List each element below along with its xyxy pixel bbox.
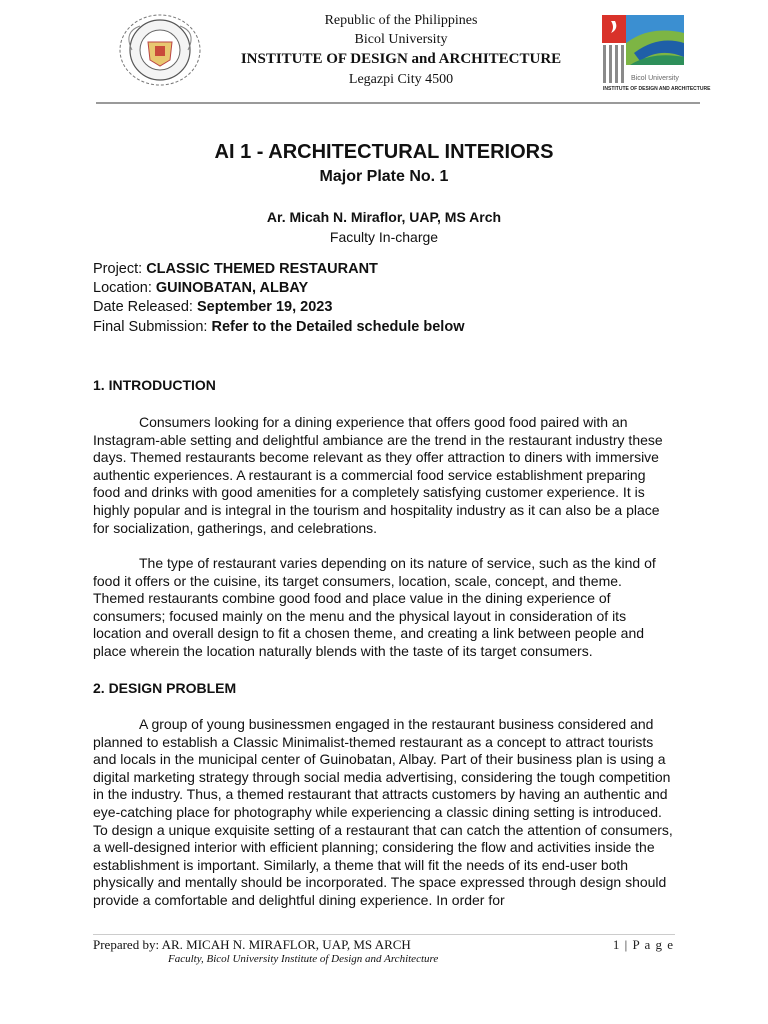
introduction-heading: 1. INTRODUCTION (93, 377, 216, 393)
course-title: AI 1 - ARCHITECTURAL INTERIORS (214, 141, 554, 163)
header-republic: Republic of the Philippines (324, 13, 478, 28)
project-value: CLASSIC THEMED RESTAURANT (146, 261, 378, 277)
project-label: Project: (93, 261, 147, 277)
design-problem-paragraph (93, 716, 673, 910)
introduction-text-2: The type of restaurant varies depending on its nature of service, such as the kind of food it offers or the cuisine, its target consumers, location, scale, concept, and theme. Themed restaurants combine good food and place value in the dining experience of consumers; focused mainly on the menu and the physical layout in consideration of its location and overall design to fit a chosen theme, and creating a link between people and place wherein the location naturally blends with the taste of its target consumers. (93, 555, 656, 659)
location-label: Location: (93, 280, 156, 296)
footer-divider (93, 934, 675, 935)
faculty-name: Ar. Micah N. Miraflor, UAP, MS Arch (266, 209, 502, 225)
faculty-role: Faculty In-charge (329, 229, 439, 245)
logo-caption-university: Bicol University (631, 75, 679, 82)
design-problem-heading: 2. DESIGN PROBLEM (93, 680, 237, 696)
page-number: 1 | P a g e (612, 937, 674, 952)
project-line (93, 261, 378, 277)
introduction-paragraph-1 (93, 414, 673, 537)
plate-title: Major Plate No. 1 (319, 168, 449, 185)
location-value: GUINOBATAN, ALBAY (155, 280, 309, 296)
header-university: Bicol University (354, 32, 448, 47)
header-city: Legazpi City 4500 (348, 72, 454, 87)
date-released-line (93, 299, 332, 315)
introduction-text-1: Consumers looking for a dining experience that offers good food paired with an Instagram-able setting and delightful ambiance are the trend in the restaurant industry these days. Themed restaurants become relevant as they offer attraction to diners with immersive authentic experiences. A restaurant is a commercial food service establishment preparing food and drinks with good amenities for a completely satisfying customer experience. It is highly popular and is integral in the tourism and hospitality industry as it can also be a place for socialization, gatherings, and celebrations. (93, 414, 663, 536)
design-problem-text: A group of young businessmen engaged in the restaurant business considered and planned to establish a Classic Minimalist-themed restaurant as a concept to attract tourists and locals in the municipal center of Guinobatan, Albay. Part of their business plan is using a digital marketing strategy through social media advertising, considering the tough competition in the industry. Thus, a themed restaurant that attracts customers by having an authentic and eye-catching place for photography while experiencing a classic dining setting is introduced. To design a unique exquisite setting of a restaurant that can catch the attention of consumers, a well-designed interior with efficient planning; considering the flow and activities inside the establishment is important. Similarly, a theme that will fit the needs of its end-user both physically and mentally should be incorporated. The space expressed through design should provide a comfortable and delightful dining experience. In order for (93, 716, 673, 908)
date-released-label: Date Released: (93, 299, 197, 315)
bicol-university-seal (118, 12, 202, 88)
date-released-value: September 19, 2023 (196, 299, 333, 315)
final-submission-label: Final Submission: (93, 319, 212, 335)
final-submission-value: Refer to the Detailed schedule below (211, 319, 465, 335)
header-institute: INSTITUTE OF DESIGN and ARCHITECTURE (240, 51, 562, 67)
prepared-by: Prepared by: AR. MICAH N. MIRAFLOR, UAP, MS ARCH (93, 937, 411, 952)
faculty-affiliation: Faculty, Bicol University Institute of Design and Architecture (168, 953, 439, 965)
logo-caption-institute: INSTITUTE OF DESIGN AND ARCHITECTURE (603, 86, 711, 92)
location-line (93, 280, 308, 296)
introduction-paragraph-2 (93, 555, 673, 661)
institute-logo (600, 13, 688, 97)
header-divider (96, 102, 700, 104)
final-submission-line (93, 319, 464, 335)
